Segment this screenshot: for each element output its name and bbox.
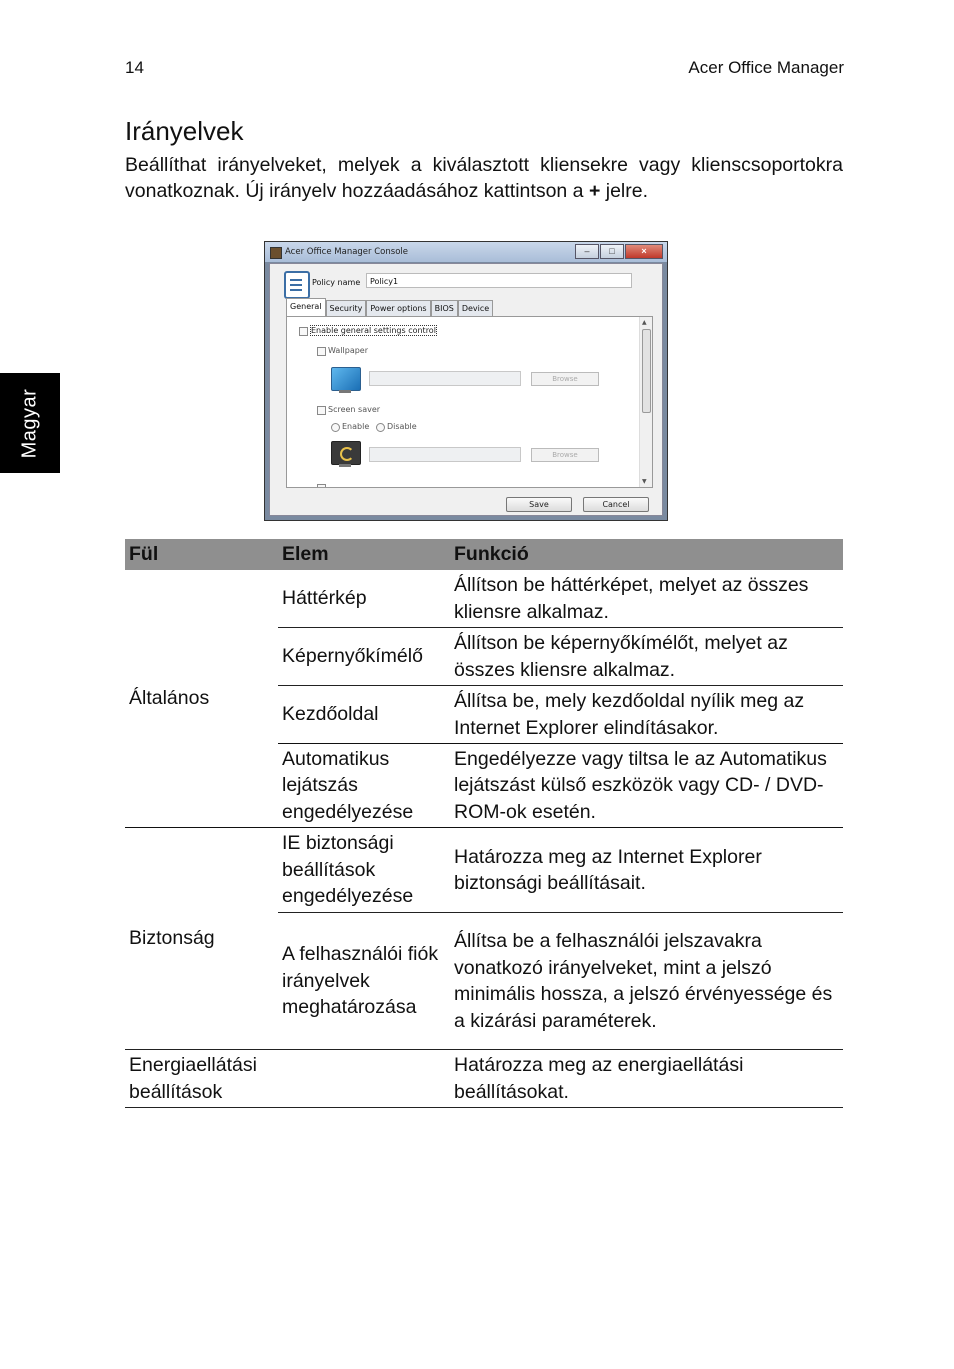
function-cell: Állítson be háttérképet, melyet az összes kliensre alkalmaz. [450, 570, 843, 628]
function-cell: Állítson be képernyőkímélőt, melyet az összes kliensre alkalmaz. [450, 628, 843, 686]
section-title: Irányelvek [125, 116, 244, 146]
enable-label: Enable [342, 422, 370, 431]
language-label: Magyar [18, 388, 41, 458]
function-cell: Állítsa be, mely kezdőoldal nyílik meg az Internet Explorer elindításakor. [450, 686, 843, 744]
tab-power-options: Power options [366, 300, 430, 317]
col-header-tab: Fül [125, 539, 278, 570]
screensaver-path-field [369, 447, 521, 462]
plus-sign: + [588, 180, 601, 202]
maximize-icon: □ [600, 244, 624, 259]
tab-bios: BIOS [431, 300, 458, 317]
table-row [125, 828, 843, 913]
tab-cell-power: Energiaellátási beállítások [125, 1050, 278, 1108]
tab-security: Security [326, 300, 367, 317]
language-side-tab [0, 373, 60, 473]
item-cell: Háttérkép [278, 570, 450, 628]
function-cell: Határozza meg az Internet Explorer biztonsági beállításait. [450, 828, 843, 913]
tab-cell-security: Biztonság [125, 828, 278, 1050]
item-cell: A felhasználói fiók irányelvek meghatározása [278, 913, 450, 1050]
save-button: Save [506, 497, 572, 512]
policy-icon [284, 271, 310, 299]
function-cell: Engedélyezze vagy tiltsa le az Automatikus lejátszást külső eszközök vagy CD- / DVD-ROM-ok esetén. [450, 744, 843, 828]
col-header-item: Elem [278, 539, 450, 570]
intro-text: Beállíthat irányelveket, melyek a kiválasztott kliensekre vagy klienscsoportokra vonatkoznak. Új irányelv hozzáadásához kattintson a [125, 154, 843, 202]
intro-paragraph [125, 152, 843, 204]
wallpaper-browse-button: Browse [531, 372, 599, 386]
enable-radio [331, 423, 340, 432]
item-cell: Kezdőoldal [278, 686, 450, 744]
screensaver-label: Screen saver [328, 405, 381, 414]
general-panel [286, 316, 653, 488]
item-cell: Automatikus lejátszás engedélyezése [278, 744, 450, 828]
policy-tabs [286, 300, 493, 317]
col-header-function: Funkció [450, 539, 843, 570]
screensaver-monitor-icon [331, 441, 361, 465]
tab-cell-general: Általános [125, 570, 278, 828]
function-cell: Határozza meg az energiaellátási beállításokat. [450, 1050, 843, 1108]
disable-radio [376, 423, 385, 432]
intro-text-end: jelre. [600, 180, 649, 202]
scroll-down-icon: ▼ [642, 478, 647, 485]
page-number: 14 [125, 58, 144, 77]
screensaver-checkbox [317, 406, 326, 415]
policy-name-label: Policy name [312, 278, 361, 287]
wallpaper-label: Wallpaper [328, 346, 369, 355]
cancel-button: Cancel [583, 497, 649, 512]
window-body [269, 263, 663, 516]
tab-general: General [286, 298, 326, 317]
scroll-up-icon: ▲ [642, 319, 647, 326]
window-title: Acer Office Manager Console [285, 247, 408, 257]
wallpaper-monitor-icon [331, 367, 361, 391]
item-cell [278, 1050, 450, 1108]
monitor-stand [339, 464, 351, 467]
minimize-icon: – [575, 244, 599, 259]
table-row [125, 1050, 843, 1108]
panel-scrollbar [639, 317, 652, 487]
disable-label: Disable [387, 422, 417, 431]
monitor-stand [339, 390, 351, 393]
running-header: Acer Office Manager [688, 58, 844, 77]
partial-checkbox [317, 484, 326, 488]
table-header-row [125, 539, 843, 570]
tab-device: Device [458, 300, 493, 317]
wallpaper-checkbox [317, 347, 326, 356]
screensaver-browse-button: Browse [531, 448, 599, 462]
item-cell: IE biztonsági beállítások engedélyezése [278, 828, 450, 913]
function-cell: Állítsa be a felhasználói jelszavakra vonatkozó irányelveket, mint a jelszó minimális hossza, a jelszó érvényessége és a kizárási paraméterek. [450, 913, 843, 1050]
policy-name-field: Policy1 [366, 273, 632, 288]
close-icon: × [625, 244, 663, 259]
enable-general-checkbox [299, 327, 308, 336]
table-row [125, 570, 843, 628]
enable-general-label: Enable general settings control [311, 326, 436, 335]
console-screenshot [264, 241, 668, 521]
app-icon [270, 247, 282, 259]
item-cell: Képernyőkímélő [278, 628, 450, 686]
wallpaper-path-field [369, 371, 521, 386]
policy-table [125, 539, 843, 1108]
window-titlebar [265, 242, 667, 262]
scroll-thumb [642, 329, 651, 413]
